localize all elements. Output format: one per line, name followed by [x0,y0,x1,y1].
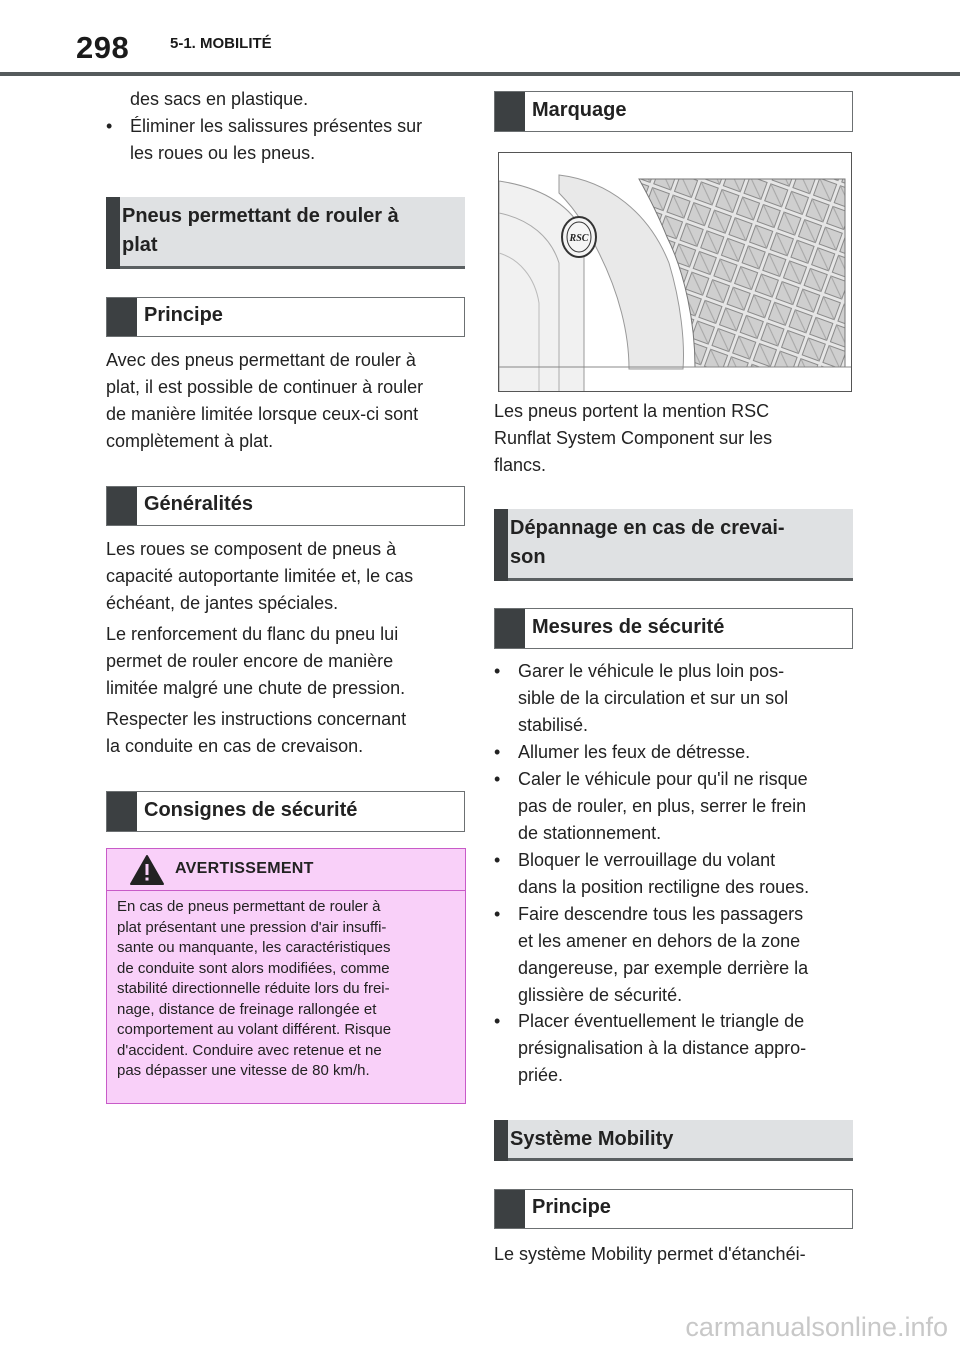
list-item-text: priée. [518,1065,564,1085]
warning-title: AVERTISSEMENT [175,860,314,877]
paragraph-line: de manière limitée lorsque ceux-ci sont [106,404,419,424]
heading-bar [494,1120,508,1161]
subheading-text: Généralités [144,493,253,515]
list-item-text: et les amener en dehors de la zone [518,931,801,951]
list-item-text: pas de rouler, en plus, serrer le frein [518,796,807,816]
subheading-text: Consignes de sécurité [144,799,358,821]
subheading-bar [495,1190,525,1228]
warning-line: sante ou manquante, les caractéristiques [117,939,391,956]
subheading-text: Mesures de sécurité [532,616,725,638]
header-rule [0,72,960,76]
tire-illustration [498,152,852,392]
warning-triangle-icon [129,854,165,886]
paragraph-line: échéant, de jantes spéciales. [106,593,339,613]
subheading-bar [107,487,137,525]
rsc-logo-text: RSC [569,233,589,244]
list-item [494,739,854,766]
section-heading-text: son [510,546,546,568]
section-heading-text: plat [122,234,158,256]
paragraph-line: Les pneus portent la mention RSC [494,401,770,421]
list-item-text: Placer éventuellement le triangle de [518,1011,805,1031]
subheading-text: Principe [532,1196,611,1218]
bullet-dot: • [106,116,113,136]
subheading-bar [107,298,137,336]
subheading-box [106,791,465,832]
list-item-text: Éliminer les salissures présentes sur [130,116,423,136]
paragraph-line: Respecter les instructions concernant [106,709,407,729]
chapter-title: 5-1. MOBILITÉ [170,35,272,52]
section-heading-text: Pneus permettant de rouler à [122,205,399,227]
tire-sidewall-image [499,153,852,392]
subheading-bar [495,609,525,648]
continued-text: des sacs en plastique. [130,89,309,109]
warning-line: d'accident. Conduire avec retenue et ne [117,1041,382,1059]
subheading-bar [107,792,137,831]
warning-text [117,897,457,1082]
list-item-text: Allumer les feux de détresse. [518,742,751,762]
paragraph-line: Les roues se composent de pneus à [106,539,397,559]
warning-line: stabilité directionnelle réduite lors du frei- [117,980,390,997]
warning-header [107,849,465,891]
watermark: carmanualsonline.info [685,1312,948,1342]
list-item-text: Faire descendre tous les passagers [518,904,804,924]
warning-box [106,848,466,1104]
subheading-box [106,486,465,526]
subheading-text: Marquage [532,99,627,121]
warning-line: plat présentant une pression d'air insuffi- [117,918,387,936]
list-item-text: de stationnement. [518,823,662,843]
warning-line: En cas de pneus permettant de rouler à [117,898,381,915]
list-item [494,847,854,901]
section-heading [494,509,853,581]
subheading-box [494,91,853,132]
bullet-dot: • [494,769,501,789]
list-item [494,901,854,1009]
list-item-text: stabilisé. [518,715,589,735]
page-header [0,0,960,76]
bullet-dot: • [494,742,501,762]
list-item [106,113,466,167]
section-heading [494,1120,853,1161]
list-item-text: glissière de sécurité. [518,985,683,1005]
bullet-dot: • [494,850,501,870]
paragraph-line: Le système Mobility permet d'étanchéi- [494,1244,806,1264]
paragraph-line: plat, il est possible de continuer à rouler [106,377,424,397]
list-item-text: sible de la circulation et sur un sol [518,688,789,708]
list-item-text: dans la position rectiligne des roues. [518,877,810,897]
paragraph-line: flancs. [494,455,547,475]
subheading-box [494,1189,853,1229]
bullet-dot: • [494,904,501,924]
subheading-bar [495,92,525,131]
subheading-text: Principe [144,304,223,326]
list-item [494,766,854,847]
list-item-text: présignalisation à la distance appro- [518,1038,807,1058]
section-heading-text: Système Mobility [510,1128,674,1150]
list-item-text: dangereuse, par exemple derrière la [518,958,809,978]
list-item-text: Caler le véhicule pour qu'il ne risque [518,769,808,789]
list-item-text: Garer le véhicule le plus loin pos- [518,661,785,681]
paragraph-line: complètement à plat. [106,431,274,451]
paragraph-line: capacité autoportante limitée et, le cas [106,566,414,586]
section-heading [106,197,465,269]
paragraph-line: Runflat System Component sur les [494,428,773,448]
warning-line: comportement au volant différent. Risque [117,1021,392,1038]
paragraph-line: Le renforcement du flanc du pneu lui [106,624,399,644]
paragraph-line: permet de rouler encore de manière [106,651,394,671]
section-heading-text: Dépannage en cas de crevai- [510,517,785,539]
heading-bar [494,509,508,581]
list-item [494,658,854,739]
page-number: 298 [76,30,130,65]
subheading-box [494,608,853,649]
paragraph-line: Avec des pneus permettant de rouler à [106,350,416,370]
list-item-text: Bloquer le verrouillage du volant [518,850,776,870]
paragraph-line: la conduite en cas de crevaison. [106,736,364,756]
subheading-box [106,297,465,337]
heading-bar [106,197,120,269]
list-item-text: les roues ou les pneus. [130,143,316,163]
warning-line: nage, distance de freinage rallongée et [117,1000,377,1018]
bullet-dot: • [494,661,501,681]
paragraph-line: limitée malgré une chute de pression. [106,678,406,698]
warning-line: de conduite sont alors modifiées, comme [117,959,390,977]
warning-line: pas dépasser une vitesse de 80 km/h. [117,1062,370,1079]
bullet-dot: • [494,1011,501,1031]
list-item [494,1008,854,1089]
